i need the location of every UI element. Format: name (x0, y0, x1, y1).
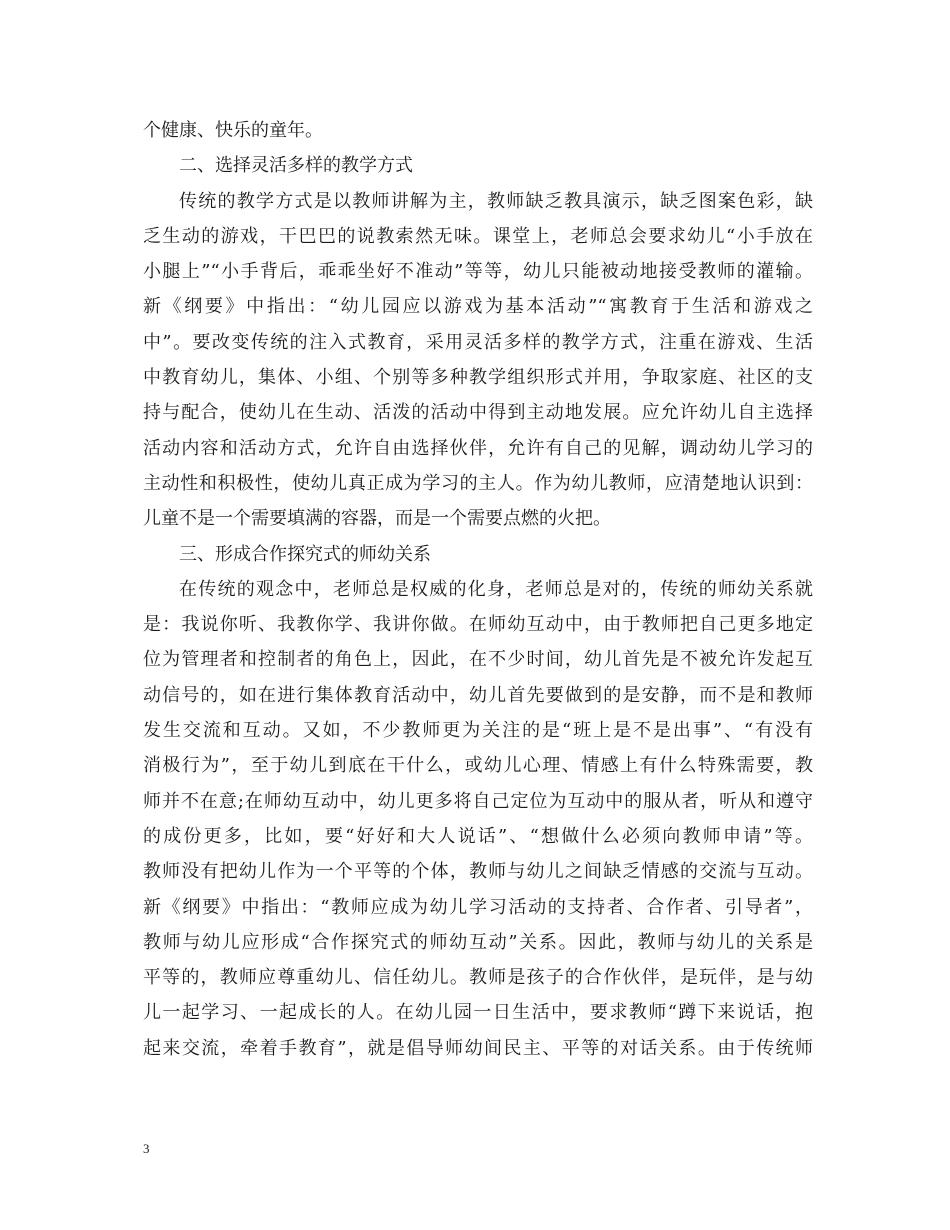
paragraph-line: 教师与幼儿应形成“合作探究式的师幼互动”关系。因此，教师与幼儿的关系是 (143, 931, 813, 953)
paragraph-line: 起来交流，牵着手教育”，就是倡导师幼间民主、平等的对话关系。由于传统师 (143, 1037, 813, 1059)
paragraph-line: 动信号的，如在进行集体教育活动中，幼儿首先要做到的是安静，而不是和教师 (143, 684, 813, 706)
paragraph-line: 新《纲要》中指出：“教师应成为幼儿学习活动的支持者、合作者、引导者”， (143, 896, 813, 918)
paragraph-line: 的成份更多，比如，要“好好和大人说话”、“想做什么必须向教师申请”等。 (143, 825, 813, 847)
paragraph-line: 小腿上”“小手背后，乖乖坐好不准动”等等，幼儿只能被动地接受教师的灌输。 (143, 261, 813, 283)
paragraph-line: 师并不在意;在师幼互动中，幼儿更多将自己定位为互动中的服从者，听从和遵守 (143, 790, 813, 812)
paragraph-line: 发生交流和互动。又如，不少教师更为关注的是“班上是不是出事”、“有没有 (143, 720, 813, 742)
paragraph-line: 活动内容和活动方式，允许自由选择伙伴，允许有自己的见解，调动幼儿学习的 (143, 437, 813, 459)
paragraph-line: 教师没有把幼儿作为一个平等的个体，教师与幼儿之间缺乏情感的交流与互动。 (143, 861, 813, 883)
paragraph-line: 儿一起学习、一起成长的人。在幼儿园一日生活中，要求教师“蹲下来说话，抱 (143, 1002, 813, 1024)
paragraph-line: 持与配合，使幼儿在生动、活泼的活动中得到主动地发展。应允许幼儿自主选择 (143, 402, 813, 424)
page-number: 3 (143, 1141, 150, 1156)
paragraph-line: 位为管理者和控制者的角色上，因此，在不少时间，幼儿首先是不被允许发起互 (143, 649, 813, 671)
paragraph-line: 儿童不是一个需要填满的容器，而是一个需要点燃的火把。 (143, 508, 611, 530)
paragraph-line: 消极行为”，至于幼儿到底在干什么，或幼儿心理、情感上有什么特殊需要，教 (143, 755, 813, 777)
paragraph-line: 主动性和积极性，使幼儿真正成为学习的主人。作为幼儿教师，应清楚地认识到： (143, 472, 813, 494)
paragraph-line: 传统的教学方式是以教师讲解为主，教师缺乏教具演示，缺乏图案色彩，缺 (179, 190, 813, 212)
paragraph-line: 新《纲要》中指出：“幼儿园应以游戏为基本活动”“寓教育于生活和游戏之 (143, 296, 813, 318)
paragraph-line: 是：我说你听、我教你学、我讲你做。在师幼互动中，由于教师把自己更多地定 (143, 614, 813, 636)
paragraph-line: 中教育幼儿，集体、小组、个别等多种教学组织形式并用，争取家庭、社区的支 (143, 367, 813, 389)
section-heading: 二、选择灵活多样的教学方式 (179, 155, 413, 177)
paragraph-line: 在传统的观念中，老师总是权威的化身，老师总是对的，传统的师幼关系就 (179, 578, 813, 600)
paragraph-line: 个健康、快乐的童年。 (143, 120, 323, 141)
document-body (143, 113, 813, 1066)
paragraph-line: 乏生动的游戏，干巴巴的说教索然无味。课堂上，老师总会要求幼儿“小手放在 (143, 225, 813, 247)
paragraph-line: 中”。要改变传统的注入式教育，采用灵活多样的教学方式，注重在游戏、生活 (143, 331, 813, 353)
paragraph-line: 平等的，教师应尊重幼儿、信任幼儿。教师是孩子的合作伙伴，是玩伴，是与幼 (143, 967, 813, 989)
section-heading: 三、形成合作探究式的师幼关系 (179, 543, 431, 565)
